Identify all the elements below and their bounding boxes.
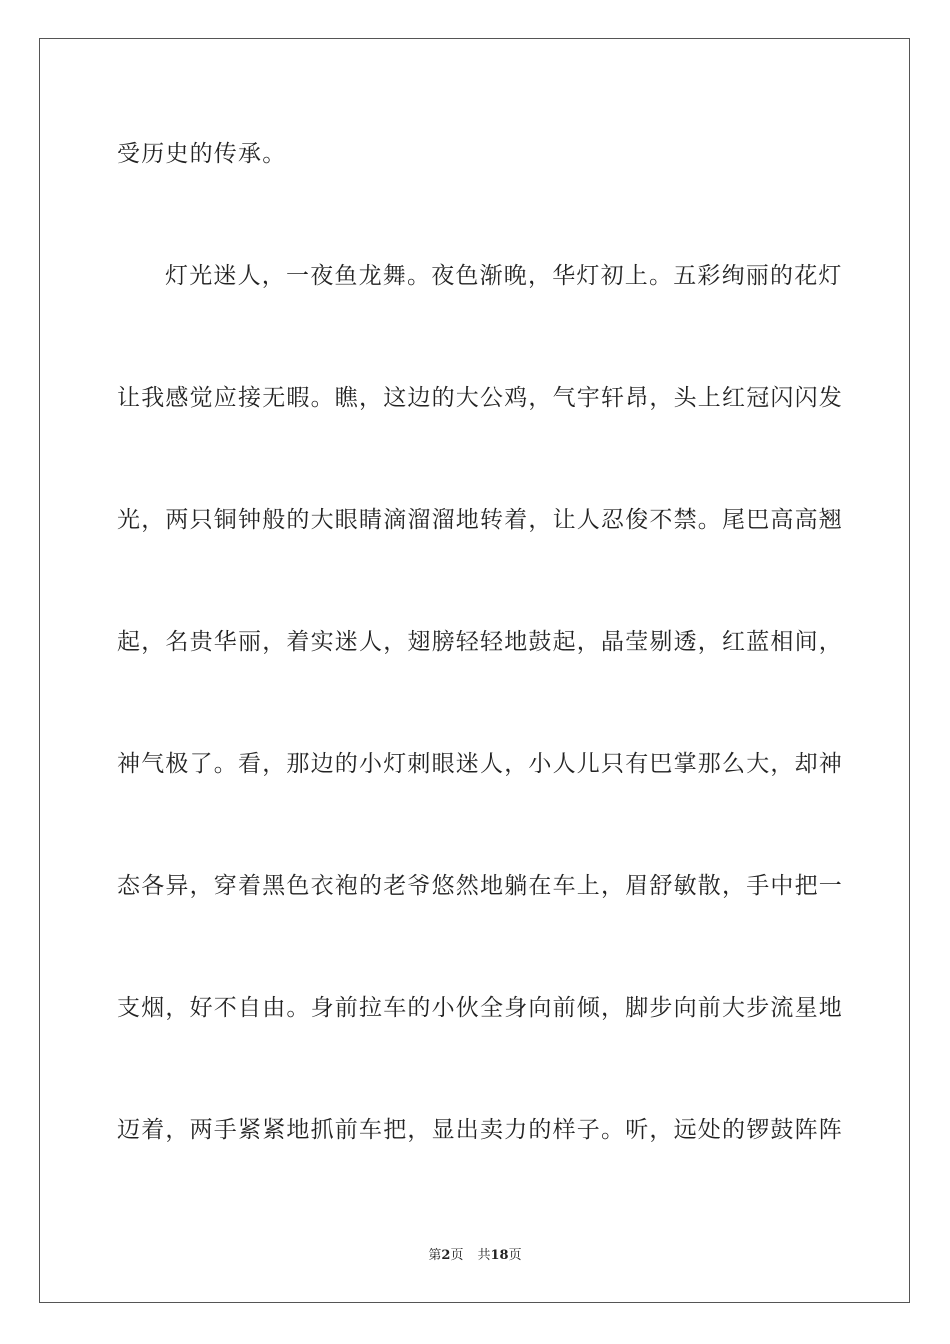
- text-line-9: 迈着，两手紧紧地抓前车把，显出卖力的样子。听，远处的锣鼓阵阵: [117, 1117, 843, 1143]
- text-line-7: 态各异，穿着黑色衣袍的老爷悠然地躺在车上，眉舒敏散，手中把一: [117, 873, 843, 899]
- total-suffix: 页: [508, 1248, 522, 1263]
- text-line-6: 神气极了。看，那边的小灯刺眼迷人，小人儿只有巴掌那么大，却神: [117, 751, 843, 777]
- total-prefix: 共: [477, 1248, 491, 1263]
- page-number: 2: [441, 1248, 451, 1263]
- text-line-3: 让我感觉应接无暇。瞧，这边的大公鸡，气宇轩昂，头上红冠闪闪发: [117, 385, 843, 411]
- page-border: [39, 38, 910, 1303]
- page-footer: [0, 1248, 950, 1264]
- page-suffix: 页: [450, 1248, 464, 1263]
- text-line-2: 灯光迷人，一夜鱼龙舞。夜色渐晚，华灯初上。五彩绚丽的花灯: [165, 263, 843, 289]
- text-line-4: 光，两只铜钟般的大眼睛滴溜溜地转着，让人忍俊不禁。尾巴高高翘: [117, 507, 843, 533]
- text-line-1: 受历史的传承。: [117, 141, 287, 167]
- text-line-8: 支烟，好不自由。身前拉车的小伙全身向前倾，脚步向前大步流星地: [117, 995, 843, 1021]
- text-line-5: 起，名贵华丽，着实迷人，翅膀轻轻地鼓起，晶莹剔透，红蓝相间，: [117, 629, 843, 655]
- page-prefix: 第: [428, 1248, 442, 1263]
- total-pages: 18: [490, 1248, 509, 1263]
